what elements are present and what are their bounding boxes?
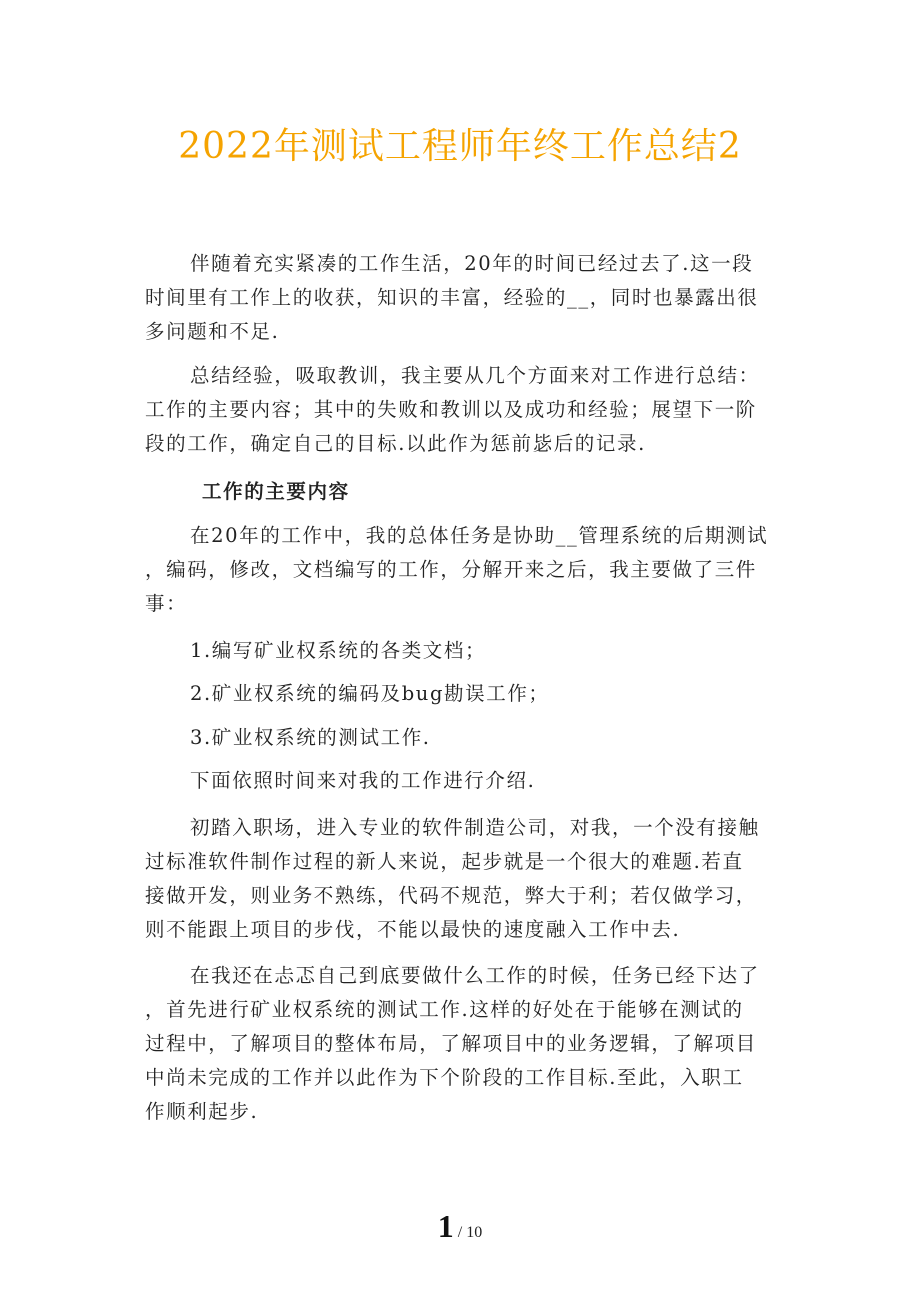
text-line: 接做开发，则业务不熟练，代码不规范，弊大于利；若仅做学习， — [145, 884, 757, 907]
text-line: 2.矿业权系统的编码及bug勘误工作； — [190, 682, 550, 705]
text-line: 在20年的工作中，我的总体任务是协助__管理系统的后期测试 — [190, 524, 769, 547]
text-line: ，首先进行矿业权系统的测试工作.这样的好处在于能够在测试的 — [145, 998, 744, 1021]
text-line: ，编码，修改，文档编写的工作，分解开来之后，我主要做了三件 — [145, 558, 757, 581]
text-line: 3.矿业权系统的测试工作. — [190, 726, 431, 749]
text-line: 1.编写矿业权系统的各类文档； — [190, 639, 487, 662]
text-line: 则不能跟上项目的步伐，不能以最快的速度融入工作中去. — [145, 918, 681, 941]
text-line: 过标准软件制作过程的新人来说，起步就是一个很大的难题.若直 — [145, 850, 744, 873]
text-line: 过程中，了解项目的整体布局，了解项目中的业务逻辑，了解项目 — [145, 1032, 757, 1055]
text-line: 作顺利起步. — [145, 1100, 259, 1123]
document-title: 2022年测试工程师年终工作总结2 — [178, 126, 742, 167]
text-line: 伴随着充实紧凑的工作生活，20年的时间已经过去了.这一段 — [190, 252, 754, 275]
page-number — [0, 1208, 920, 1245]
text-line: 段的工作，确定自己的目标.以此作为惩前毖后的记录. — [145, 432, 646, 455]
text-line: 时间里有工作上的收获，知识的丰富，经验的__，同时也暴露出很 — [145, 286, 759, 309]
section-heading: 工作的主要内容 — [202, 480, 350, 503]
text-line: 总结经验，吸取教训，我主要从几个方面来对工作进行总结： — [190, 364, 760, 387]
text-line: 下面依照时间来对我的工作进行介绍. — [190, 769, 536, 792]
text-line: 事： — [145, 592, 188, 615]
text-line: 多问题和不足. — [145, 320, 280, 343]
text-line: 中尚未完成的工作并以此作为下个阶段的工作目标.至此，入职工 — [145, 1066, 744, 1089]
current-page: 1 — [437, 1208, 454, 1244]
total-pages: / 10 — [457, 1224, 483, 1241]
text-line: 初踏入职场，进入专业的软件制造公司，对我，一个没有接触 — [190, 816, 760, 839]
text-line: 工作的主要内容；其中的失败和教训以及成功和经验；展望下一阶 — [145, 398, 757, 421]
text-line: 在我还在忐忑自己到底要做什么工作的时候，任务已经下达了 — [190, 964, 760, 987]
